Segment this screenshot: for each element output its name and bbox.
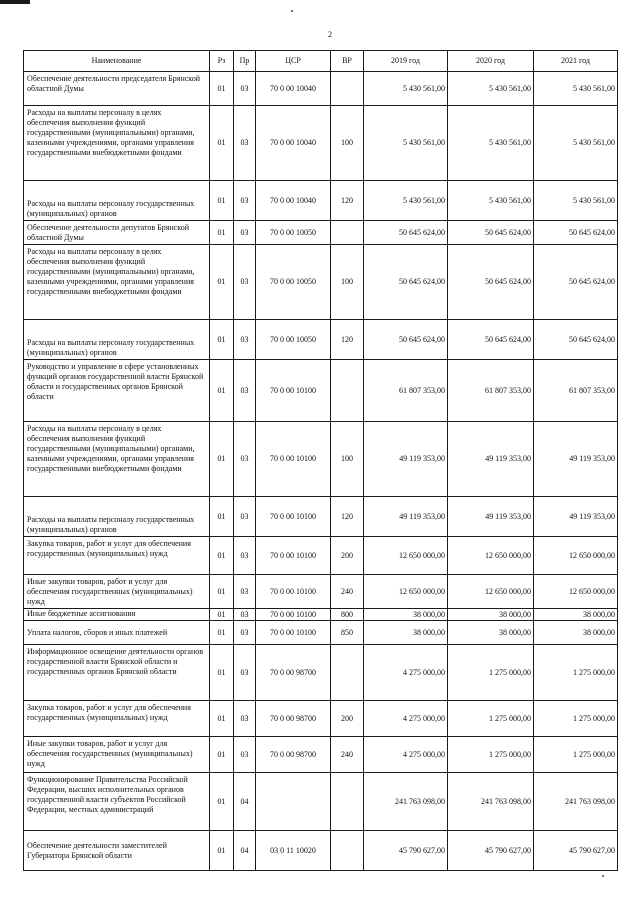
row-rz: 01 [210, 645, 234, 701]
row-2019: 49 119 353,00 [364, 497, 448, 537]
row-csr: 70 0 00 10100 [256, 537, 331, 575]
row-rz: 01 [210, 831, 234, 871]
table-row [24, 645, 618, 701]
row-csr: 70 0 00 10040 [256, 181, 331, 221]
row-2019: 50 645 624,00 [364, 320, 448, 360]
row-2020: 12 650 000,00 [448, 537, 534, 575]
row-2021: 38 000,00 [534, 609, 618, 621]
row-2019: 4 275 000,00 [364, 645, 448, 701]
row-2021: 49 119 353,00 [534, 422, 618, 497]
row-pr: 03 [234, 737, 256, 773]
table-row [24, 831, 618, 871]
row-2020: 5 430 561,00 [448, 72, 534, 106]
row-csr: 70 0 00 10100 [256, 609, 331, 621]
header-rz: Рз [210, 51, 234, 72]
row-name: Информационное освещение деятельности органов государственной власти Брянской области и государственных органов Брянской области [24, 645, 210, 701]
row-2020: 1 275 000,00 [448, 701, 534, 737]
row-2021: 50 645 624,00 [534, 245, 618, 320]
row-2020: 50 645 624,00 [448, 320, 534, 360]
row-2021: 49 119 353,00 [534, 497, 618, 537]
row-pr: 03 [234, 422, 256, 497]
row-pr: 03 [234, 320, 256, 360]
row-name: Расходы на выплаты персоналу государственных (муниципальных) органов [24, 181, 210, 221]
table-row [24, 537, 618, 575]
row-name: Расходы на выплаты персоналу государственных (муниципальных) органов [24, 497, 210, 537]
row-2021: 1 275 000,00 [534, 701, 618, 737]
row-rz: 01 [210, 737, 234, 773]
row-pr: 03 [234, 575, 256, 609]
row-2019: 61 807 353,00 [364, 360, 448, 422]
row-pr: 03 [234, 621, 256, 645]
row-2020: 50 645 624,00 [448, 221, 534, 245]
row-vr [331, 360, 364, 422]
row-2020: 38 000,00 [448, 621, 534, 645]
row-rz: 01 [210, 221, 234, 245]
scan-speck [291, 10, 293, 12]
row-rz: 01 [210, 537, 234, 575]
row-rz: 01 [210, 320, 234, 360]
row-2021: 5 430 561,00 [534, 181, 618, 221]
table-row [24, 360, 618, 422]
row-vr: 800 [331, 609, 364, 621]
row-2021: 5 430 561,00 [534, 72, 618, 106]
row-2021: 50 645 624,00 [534, 320, 618, 360]
table-row [24, 422, 618, 497]
row-csr: 70 0 00 98700 [256, 701, 331, 737]
row-rz: 01 [210, 181, 234, 221]
row-2021: 45 790 627,00 [534, 831, 618, 871]
row-2021: 38 000,00 [534, 621, 618, 645]
row-rz: 01 [210, 773, 234, 831]
row-rz: 01 [210, 422, 234, 497]
row-csr: 70 0 00 10050 [256, 221, 331, 245]
table-header-row [24, 51, 618, 72]
row-2019: 5 430 561,00 [364, 181, 448, 221]
table-row [24, 737, 618, 773]
row-name: Обеспечение деятельности заместителей Губернатора Брянской области [24, 831, 210, 871]
row-2021: 5 430 561,00 [534, 106, 618, 181]
row-2019: 241 763 098,00 [364, 773, 448, 831]
row-pr: 03 [234, 645, 256, 701]
header-2020: 2020 год [448, 51, 534, 72]
row-csr: 70 0 00 10050 [256, 320, 331, 360]
row-vr: 200 [331, 537, 364, 575]
row-2019: 45 790 627,00 [364, 831, 448, 871]
row-vr: 100 [331, 422, 364, 497]
row-csr: 70 0 00 10050 [256, 245, 331, 320]
table-row [24, 320, 618, 360]
row-pr: 03 [234, 497, 256, 537]
row-rz: 01 [210, 72, 234, 106]
row-rz: 01 [210, 106, 234, 181]
header-2019: 2019 год [364, 51, 448, 72]
row-rz: 01 [210, 575, 234, 609]
scan-speck [602, 875, 604, 877]
table-row [24, 181, 618, 221]
header-csr: ЦСР [256, 51, 331, 72]
row-csr: 70 0 00 10040 [256, 106, 331, 181]
row-vr [331, 221, 364, 245]
row-name: Иные закупки товаров, работ и услуг для обеспечения государственных (муниципальных) нужд [24, 575, 210, 609]
row-2019: 38 000,00 [364, 621, 448, 645]
row-2020: 1 275 000,00 [448, 737, 534, 773]
page-number: 2 [328, 30, 332, 39]
row-csr: 70 0 00 10100 [256, 360, 331, 422]
row-2020: 5 430 561,00 [448, 106, 534, 181]
row-name: Расходы на выплаты персоналу государственных (муниципальных) органов [24, 320, 210, 360]
row-rz: 01 [210, 609, 234, 621]
row-name: Руководство и управление в сфере установленных функций органов государственной власти Брянской области и государственных органов Брянской области [24, 360, 210, 422]
row-pr: 03 [234, 72, 256, 106]
row-vr [331, 831, 364, 871]
row-vr: 240 [331, 575, 364, 609]
row-name: Обеспечение деятельности председателя Брянской областной Думы [24, 72, 210, 106]
row-name: Расходы на выплаты персоналу в целях обеспечения выполнения функций государственными (муниципальными) органами, казенными учреждениями, органами управления государственными внебюджетными фондами [24, 245, 210, 320]
row-2020: 1 275 000,00 [448, 645, 534, 701]
row-2020: 50 645 624,00 [448, 245, 534, 320]
table-row [24, 701, 618, 737]
row-pr: 03 [234, 609, 256, 621]
row-csr: 70 0 00 98700 [256, 645, 331, 701]
row-rz: 01 [210, 701, 234, 737]
row-vr: 120 [331, 181, 364, 221]
row-2019: 5 430 561,00 [364, 72, 448, 106]
budget-allocation-table [23, 50, 618, 871]
row-csr: 70 0 00 10100 [256, 497, 331, 537]
row-vr: 100 [331, 106, 364, 181]
row-2019: 4 275 000,00 [364, 737, 448, 773]
table-row [24, 621, 618, 645]
table-row [24, 575, 618, 609]
row-2019: 50 645 624,00 [364, 245, 448, 320]
row-rz: 01 [210, 245, 234, 320]
row-2021: 1 275 000,00 [534, 737, 618, 773]
row-2021: 12 650 000,00 [534, 537, 618, 575]
row-csr: 70 0 00 10100 [256, 575, 331, 609]
row-pr: 04 [234, 831, 256, 871]
table-row [24, 497, 618, 537]
row-2021: 241 763 098,00 [534, 773, 618, 831]
row-2020: 49 119 353,00 [448, 497, 534, 537]
row-2019: 4 275 000,00 [364, 701, 448, 737]
row-name: Расходы на выплаты персоналу в целях обеспечения выполнения функций государственными (муниципальными) органами, казенными учреждениями, органами управления государственными внебюджетными фондами [24, 422, 210, 497]
row-csr: 70 0 00 98700 [256, 737, 331, 773]
row-pr: 03 [234, 537, 256, 575]
row-2019: 38 000,00 [364, 609, 448, 621]
row-2019: 5 430 561,00 [364, 106, 448, 181]
header-vr: ВР [331, 51, 364, 72]
table-row [24, 72, 618, 106]
row-2020: 241 763 098,00 [448, 773, 534, 831]
row-pr: 03 [234, 106, 256, 181]
table-row [24, 106, 618, 181]
row-vr [331, 72, 364, 106]
corner-scan-mark [0, 0, 30, 4]
row-name: Уплата налогов, сборов и иных платежей [24, 621, 210, 645]
row-pr: 04 [234, 773, 256, 831]
row-name: Иные бюджетные ассигнования [24, 609, 210, 621]
table-row [24, 221, 618, 245]
header-2021: 2021 год [534, 51, 618, 72]
row-name: Расходы на выплаты персоналу в целях обеспечения выполнения функций государственными (муниципальными) органами, казенными учреждениями, органами управления государственными внебюджетными фондами [24, 106, 210, 181]
table-row [24, 609, 618, 621]
row-vr: 240 [331, 737, 364, 773]
row-vr: 120 [331, 497, 364, 537]
row-name: Обеспечение деятельности депутатов Брянской областной Думы [24, 221, 210, 245]
row-vr [331, 773, 364, 831]
row-name: Функционирование Правительства Российской Федерации, высших исполнительных органов государственной власти субъектов Российской Федерации, местных администраций [24, 773, 210, 831]
header-pr: Пр [234, 51, 256, 72]
row-2020: 45 790 627,00 [448, 831, 534, 871]
row-pr: 03 [234, 181, 256, 221]
row-2019: 49 119 353,00 [364, 422, 448, 497]
row-2020: 61 807 353,00 [448, 360, 534, 422]
row-pr: 03 [234, 701, 256, 737]
row-csr: 70 0 00 10040 [256, 72, 331, 106]
row-csr: 70 0 00 10100 [256, 422, 331, 497]
row-vr: 100 [331, 245, 364, 320]
row-2019: 12 650 000,00 [364, 537, 448, 575]
row-csr [256, 773, 331, 831]
row-pr: 03 [234, 221, 256, 245]
row-name: Закупка товаров, работ и услуг для обеспечения государственных (муниципальных) нужд [24, 537, 210, 575]
table-row [24, 245, 618, 320]
row-csr: 70 0 00 10100 [256, 621, 331, 645]
row-csr: 03 0 11 10020 [256, 831, 331, 871]
row-2020: 12 650 000,00 [448, 575, 534, 609]
row-2021: 1 275 000,00 [534, 645, 618, 701]
table-row [24, 773, 618, 831]
row-name: Закупка товаров, работ и услуг для обеспечения государственных (муниципальных) нужд [24, 701, 210, 737]
row-vr: 850 [331, 621, 364, 645]
row-2019: 50 645 624,00 [364, 221, 448, 245]
row-vr [331, 645, 364, 701]
row-pr: 03 [234, 245, 256, 320]
row-2020: 38 000,00 [448, 609, 534, 621]
row-2021: 12 650 000,00 [534, 575, 618, 609]
row-rz: 01 [210, 360, 234, 422]
row-2020: 49 119 353,00 [448, 422, 534, 497]
row-name: Иные закупки товаров, работ и услуг для обеспечения государственных (муниципальных) нужд [24, 737, 210, 773]
row-pr: 03 [234, 360, 256, 422]
row-2021: 61 807 353,00 [534, 360, 618, 422]
row-2019: 12 650 000,00 [364, 575, 448, 609]
row-rz: 01 [210, 621, 234, 645]
header-name: Наименование [24, 51, 210, 72]
row-2021: 50 645 624,00 [534, 221, 618, 245]
row-rz: 01 [210, 497, 234, 537]
row-vr: 120 [331, 320, 364, 360]
row-2020: 5 430 561,00 [448, 181, 534, 221]
row-vr: 200 [331, 701, 364, 737]
